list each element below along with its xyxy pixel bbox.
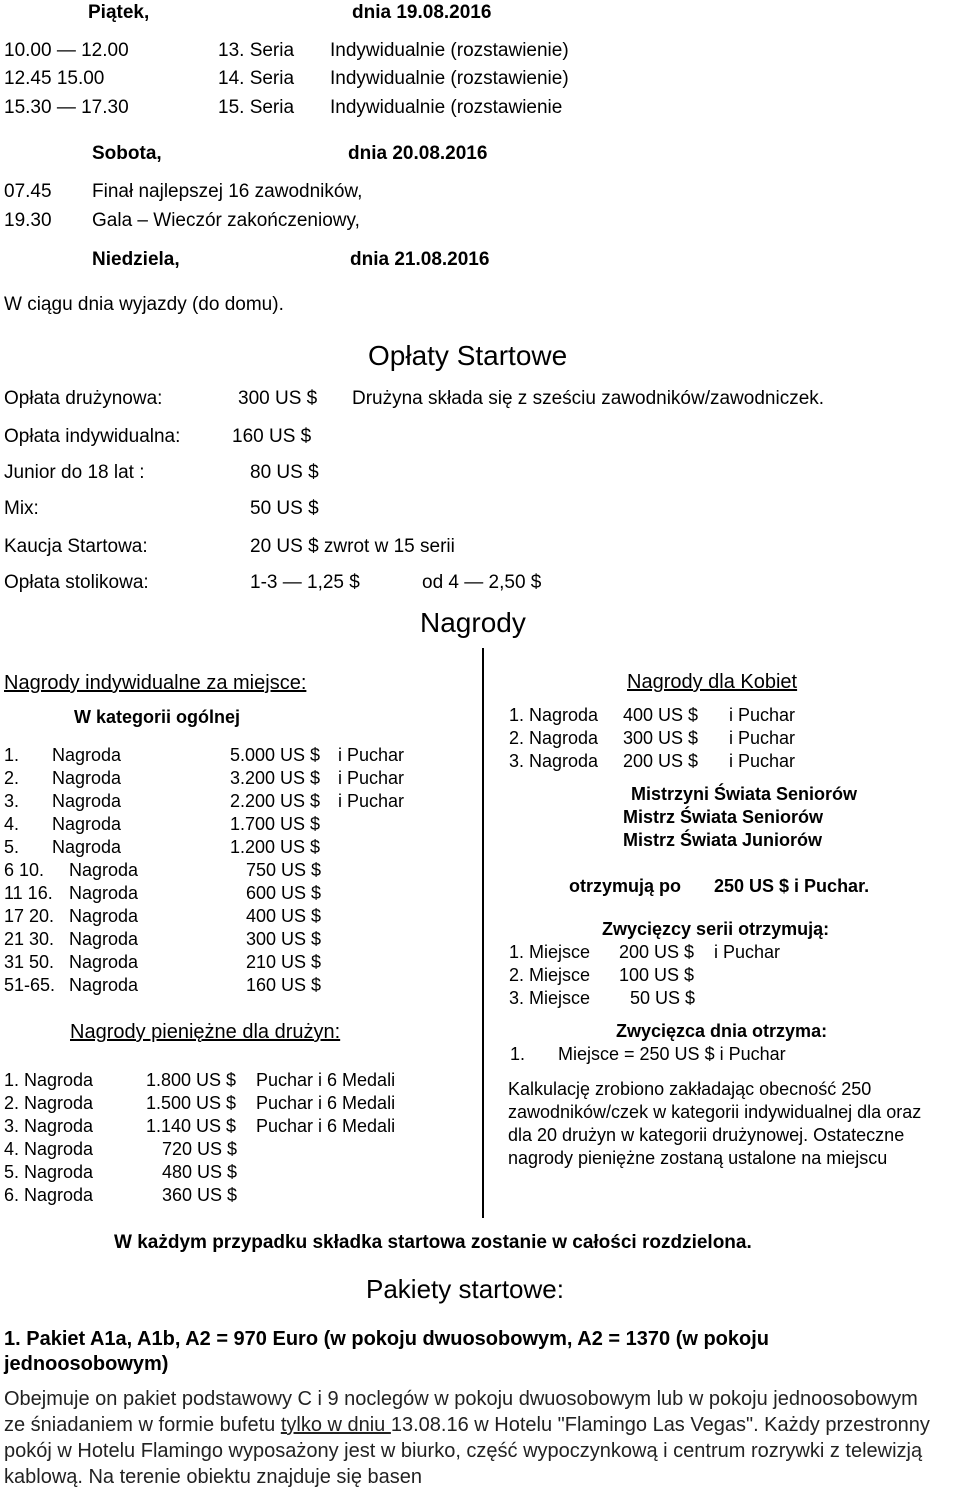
friday-series-3: 15. Seria — [218, 97, 295, 118]
champions-receive: otrzymują po — [569, 876, 682, 896]
team-extra: Puchar i 6 Medali — [256, 1070, 396, 1090]
women-place: 2. Nagroda — [509, 728, 599, 748]
champion-1: Mistrzyni Świata Seniorów — [631, 784, 858, 804]
team-amount: 1.500 US $ — [146, 1093, 237, 1113]
champions-value: 250 US $ i Puchar. — [714, 876, 870, 896]
series-amount: 200 US $ — [619, 942, 695, 962]
indiv-label: Nagroda — [52, 745, 122, 765]
indiv-label: Nagroda — [52, 837, 122, 857]
women-place: 3. Nagroda — [509, 751, 599, 771]
indiv-place: 17 20. — [4, 906, 55, 926]
women-amount: 300 US $ — [623, 728, 699, 748]
team-place: 1. Nagroda — [4, 1070, 94, 1090]
team-extra: Puchar i 6 Medali — [256, 1093, 396, 1113]
saturday-desc-1: Finał najlepszej 16 zawodników, — [92, 181, 363, 202]
indiv-label: Nagroda — [69, 929, 139, 949]
team-place: 4. Nagroda — [4, 1139, 94, 1159]
team-place: 3. Nagroda — [4, 1116, 94, 1136]
women-extra: i Puchar — [729, 751, 796, 771]
fee-indiv-label: Opłata indywidualna: — [4, 426, 181, 447]
saturday-desc-2: Gala – Wieczór zakończeniowy, — [92, 210, 360, 231]
packages-title: Pakiety startowe: — [366, 1274, 564, 1304]
indiv-amount: 5.000 US $ — [230, 745, 321, 765]
fee-mix-label: Mix: — [4, 498, 39, 519]
indiv-heading: Nagrody indywidualne za miejsce: — [4, 672, 307, 694]
friday-series-2: 14. Seria — [218, 68, 295, 89]
series-place: 2. Miejsce — [509, 965, 591, 985]
indiv-label: Nagroda — [52, 768, 122, 788]
team-place: 5. Nagroda — [4, 1162, 94, 1182]
fee-indiv-value: 160 US $ — [232, 426, 312, 447]
team-place: 2. Nagroda — [4, 1093, 94, 1113]
indiv-amount: 1.200 US $ — [230, 837, 321, 857]
indiv-amount: 400 US $ — [246, 906, 322, 926]
indiv-amount: 600 US $ — [246, 883, 322, 903]
prizes-title: Nagrody — [420, 607, 526, 638]
column-divider — [482, 648, 484, 1218]
series-heading: Zwycięzcy serii otrzymują: — [602, 919, 830, 939]
fee-junior-label: Junior do 18 lat : — [4, 462, 145, 483]
saturday-time-2: 19.30 — [4, 210, 52, 231]
friday-series-1: 13. Seria — [218, 40, 295, 61]
indiv-place: 6 10. — [4, 860, 45, 880]
friday-time-2: 12.45 15.00 — [4, 68, 105, 89]
indiv-label: Nagroda — [69, 952, 139, 972]
indiv-extra: i Puchar — [338, 791, 405, 811]
distribution-note: W każdym przypadku składka startowa zostanie w całości rozdzielona. — [114, 1232, 752, 1253]
calc-note: Kalkulację zrobiono zakładając obecność 250 zawodników/czek w kategorii indywidualnej dla oraz dla 20 drużyn w kategorii drużynowej. Ostateczne nagrody pieniężne zostaną ustalone na miejscu — [508, 1079, 922, 1168]
fee-deposit-value: 20 US $ zwrot w 15 serii — [250, 536, 455, 557]
women-amount: 400 US $ — [623, 705, 699, 725]
women-extra: i Puchar — [729, 705, 796, 725]
indiv-place: 2. — [4, 768, 20, 788]
indiv-amount: 750 US $ — [246, 860, 322, 880]
fee-team-note: Drużyna składa się z sześciu zawodników/zawodniczek. — [352, 388, 825, 409]
indiv-place: 3. — [4, 791, 20, 811]
women-heading: Nagrody dla Kobiet — [627, 671, 798, 693]
sunday-day: Niedziela, — [92, 249, 180, 270]
day-heading: Zwycięzca dnia otrzyma: — [616, 1021, 828, 1041]
package-description — [4, 1386, 940, 1490]
team-heading: Nagrody pieniężne dla drużyn: — [70, 1021, 341, 1043]
team-place: 6. Nagroda — [4, 1185, 94, 1205]
fee-table-label: Opłata stolikowa: — [4, 572, 149, 593]
indiv-place: 21 30. — [4, 929, 55, 949]
day-text: Miejsce = 250 US $ i Puchar — [558, 1044, 786, 1064]
friday-time-3: 15.30 — 17.30 — [4, 97, 129, 118]
team-amount: 720 US $ — [162, 1139, 238, 1159]
general-heading: W kategorii ogólnej — [74, 707, 241, 727]
team-amount: 480 US $ — [162, 1162, 238, 1182]
indiv-label: Nagroda — [52, 791, 122, 811]
friday-desc-3: Indywidualnie (rozstawienie — [330, 97, 563, 118]
champion-3: Mistrz Świata Juniorów — [623, 830, 823, 850]
sunday-date: dnia 21.08.2016 — [350, 249, 490, 270]
saturday-date: dnia 20.08.2016 — [348, 143, 488, 164]
package-line-1: 1. Pakiet A1a, A1b, A2 = 970 Euro (w pokoju dwuosobowym, A2 = 1370 (w pokoju — [4, 1328, 770, 1350]
team-amount: 1.800 US $ — [146, 1070, 237, 1090]
indiv-place: 1. — [4, 745, 20, 765]
friday-desc-2: Indywidualnie (rozstawienie) — [330, 68, 569, 89]
indiv-label: Nagroda — [69, 860, 139, 880]
indiv-amount: 300 US $ — [246, 929, 322, 949]
series-amount: 50 US $ — [630, 988, 696, 1008]
indiv-place: 31 50. — [4, 952, 55, 972]
day-place: 1. — [510, 1044, 526, 1064]
fee-deposit-label: Kaucja Startowa: — [4, 536, 148, 557]
indiv-place: 11 16. — [4, 883, 53, 903]
indiv-amount: 160 US $ — [246, 975, 322, 995]
fee-mix-value: 50 US $ — [250, 498, 319, 519]
sunday-note: W ciągu dnia wyjazdy (do domu). — [4, 294, 284, 315]
saturday-time-1: 07.45 — [4, 181, 52, 202]
team-amount: 1.140 US $ — [146, 1116, 237, 1136]
saturday-day: Sobota, — [92, 143, 162, 164]
indiv-place: 4. — [4, 814, 20, 834]
friday-time-1: 10.00 — 12.00 — [4, 40, 129, 61]
indiv-label: Nagroda — [69, 906, 139, 926]
indiv-label: Nagroda — [52, 814, 122, 834]
indiv-amount: 1.700 US $ — [230, 814, 321, 834]
indiv-place: 5. — [4, 837, 20, 857]
indiv-place: 51-65. — [4, 975, 56, 995]
women-extra: i Puchar — [729, 728, 796, 748]
package-desc-link[interactable]: tylko w dniu — [280, 1414, 391, 1436]
series-place: 1. Miejsce — [509, 942, 591, 962]
team-amount: 360 US $ — [162, 1185, 238, 1205]
women-place: 1. Nagroda — [509, 705, 599, 725]
package-line-2: jednoosobowym) — [4, 1353, 169, 1375]
fee-junior-value: 80 US $ — [250, 462, 319, 483]
champion-2: Mistrz Świata Seniorów — [623, 807, 824, 827]
package-desc-before: Obejmuje on pakiet podstawowy C i 9 noclegów w pokoju dwuosobowym lub w pokoju jednoosobowym ze śniadaniem w formie bufetu — [4, 1388, 918, 1436]
women-amount: 200 US $ — [623, 751, 699, 771]
friday-date: dnia 19.08.2016 — [352, 2, 492, 23]
indiv-amount: 210 US $ — [246, 952, 322, 972]
indiv-label: Nagroda — [69, 883, 139, 903]
fee-team-value: 300 US $ — [238, 388, 318, 409]
fee-team-label: Opłata drużynowa: — [4, 388, 163, 409]
fees-title: Opłaty Startowe — [368, 340, 568, 371]
indiv-extra: i Puchar — [338, 745, 405, 765]
series-amount: 100 US $ — [619, 965, 695, 985]
indiv-amount: 3.200 US $ — [230, 768, 321, 788]
series-extra: i Puchar — [714, 942, 781, 962]
friday-day: Piątek, — [88, 2, 150, 23]
team-extra: Puchar i 6 Medali — [256, 1116, 396, 1136]
package-desc-after: 13.08.16 w Hotelu "Flamingo Las Vegas". Każdy przestronny pokój w Hotelu Flamingo wyposażony jest w biurko, część wypoczynkową i centrum rozrywki z telewizją kablową. Na terenie obiektu znajduje się basen — [4, 1414, 930, 1488]
indiv-extra: i Puchar — [338, 768, 405, 788]
indiv-amount: 2.200 US $ — [230, 791, 321, 811]
series-place: 3. Miejsce — [509, 988, 591, 1008]
fee-table-value-2: od 4 — 2,50 $ — [422, 572, 542, 593]
fee-table-value-1: 1-3 — 1,25 $ — [250, 572, 360, 593]
indiv-label: Nagroda — [69, 975, 139, 995]
friday-desc-1: Indywidualnie (rozstawienie) — [330, 40, 569, 61]
